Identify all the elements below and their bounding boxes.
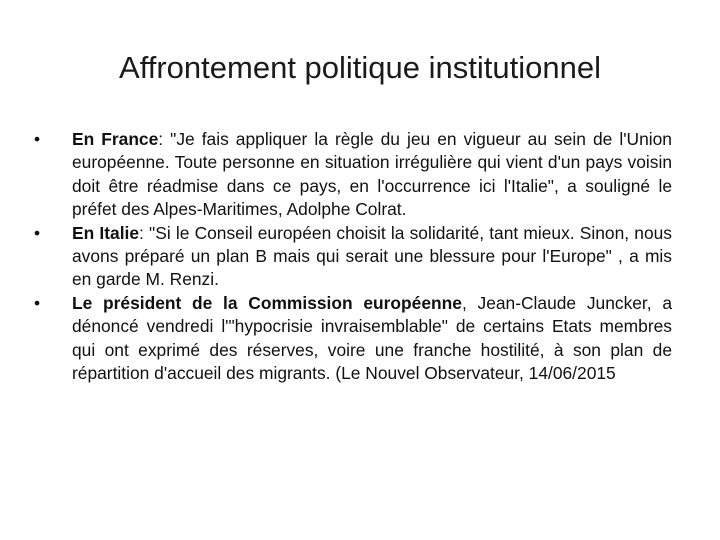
bullet-text: : "Je fais appliquer la règle du jeu en vigueur au sein de l'Union européenne. Toute personne en situation irrégulière qui vient d'un pays voisin doit être réadmise dans ce pays, en l'occurrence ici l'Italie", a souligné le préfet des Alpes-Maritimes, Adolphe Colrat. [72,129,672,220]
bullet-lead: En Italie [72,222,140,243]
bullet-list [30,128,672,385]
bullet-item-commission [30,292,672,386]
bullet-item-france [30,128,672,222]
bullet-text: , Jean-Claude Juncker, a dénoncé vendredi l'"hypocrisie invraisemblable" de certains Etats membres qui ont exprimé des réserves, voire une franche hostilité, à son plan de répartition d'accueil des migrants. (Le Nouvel Observateur, 14/06/2015 [72,292,672,384]
bullet-lead: En France [72,129,159,149]
bullet-lead: Le président de la Commission européenne [72,292,462,313]
bullet-item-italie [30,222,672,292]
bullet-icon: • [33,292,41,313]
bullet-icon: • [33,129,41,149]
bullet-text: : "Si le Conseil européen choisit la solidarité, tant mieux. Sinon, nous avons préparé un plan B mais qui serait une blessure pour l'Europe" , a mis en garde M. Renzi. [72,222,672,290]
slide-title: Affrontement politique institutionnel [119,50,601,85]
bullet-icon: • [33,222,41,243]
